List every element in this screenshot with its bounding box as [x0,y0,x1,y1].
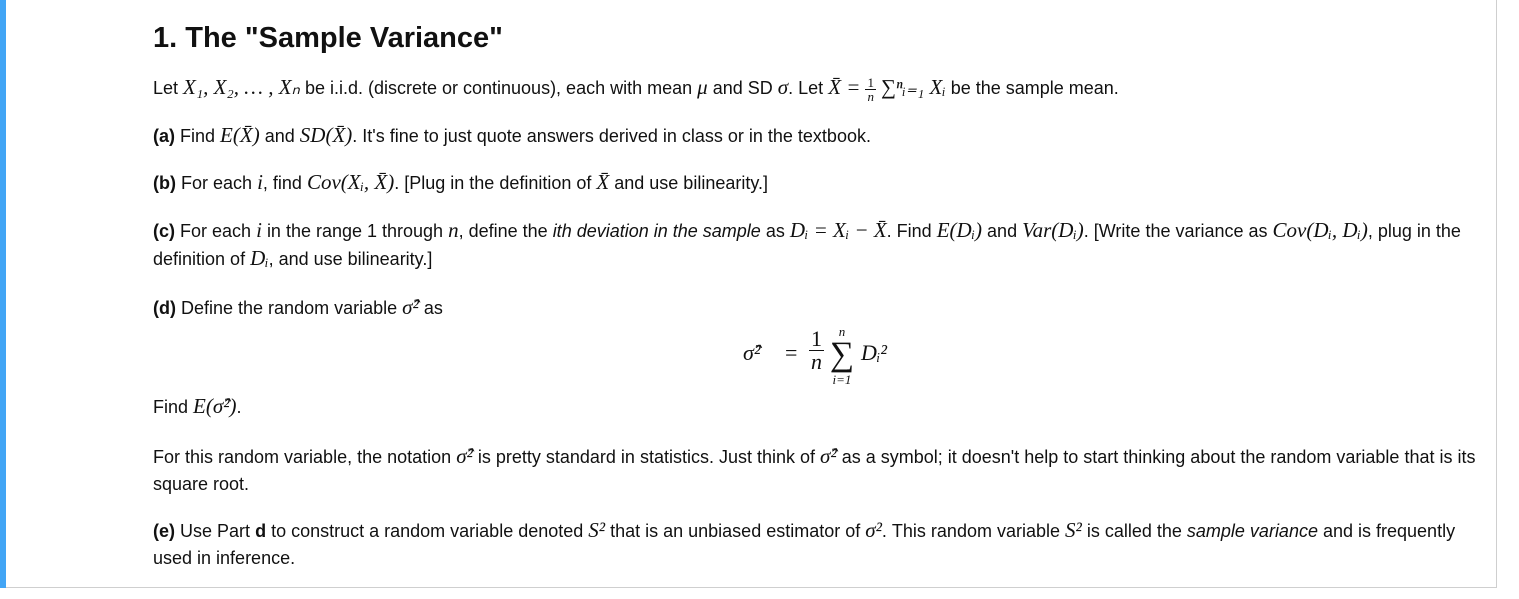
text: , and use bilinearity.] [268,249,433,269]
text: to construct a random variable denoted [271,521,584,541]
intro-paragraph [153,74,1119,103]
text: and [264,126,295,146]
text: be i.i.d. (discrete or continuous), each with mean [304,78,693,98]
text: For each [180,221,252,241]
text: . [Write the variance as [1083,221,1268,241]
note-paragraph [153,443,1478,498]
text: Use Part [180,521,251,541]
text: . This random variable [881,521,1060,541]
part-label: (e) [153,521,175,541]
math-s-squared: S² [1065,518,1082,542]
emphasis: sample variance [1186,521,1318,541]
math-expectation: E(X̄) [220,123,260,147]
math-sigma-hat-sq: σ̂² [402,295,419,319]
text: , plug in the definition of [153,221,1461,269]
math-d-i: Dᵢ [250,246,269,270]
part-c [153,217,1478,273]
text: , define the [458,221,548,241]
math-cov: Cov(Dᵢ, Dᵢ) [1272,218,1368,242]
math-i: i [257,170,263,194]
part-label: (c) [153,221,175,241]
text: and is frequently used in inference. [153,521,1456,568]
math-fraction: $\frac{1}{n}$ [811,326,822,374]
math-expectation: E(Dᵢ) [936,218,983,242]
math-xbar-def: X̄ = [828,75,861,99]
equals-sign: = [785,340,798,365]
math-s-squared: S² [588,518,606,542]
math-sigma-squared: σ² [865,518,882,542]
emphasis: ith deviation in the sample [552,221,761,241]
math-sigma: σ [777,75,789,99]
math-d-squared: Dᵢ² [861,340,887,365]
text: and SD [712,78,773,98]
section-heading: 1. The "Sample Variance" [153,22,503,54]
text: as [423,298,443,318]
text: . Let [788,78,824,98]
text: is called the [1086,521,1182,541]
math-sum: ∑ⁿᵢ₌₁ Xᵢ [880,75,946,99]
text: as a symbol; it doesn't help to start thinking about the random variable that is its square root. [153,447,1476,494]
text: as [765,221,785,241]
display-equation [743,324,943,396]
part-label: (b) [153,173,176,193]
math-cov: Cov(Xᵢ, X̄) [306,170,395,194]
cell-selection-bar [0,0,6,588]
math-sigma-hat-sq: σ̂² [456,444,473,468]
text: For this random variable, the notation [153,447,452,467]
math-sd: SD(X̄) [299,123,353,147]
math-variables: X₁, X₂, … , Xₙ [183,75,300,99]
text: in the range 1 through [266,221,444,241]
part-d [153,294,443,322]
math-fraction: $\frac{1}{n}$ [867,74,874,104]
math-xbar: X̄ [596,170,610,194]
part-e [153,517,1478,572]
part-label: (a) [153,126,175,146]
find-d [153,393,242,421]
text: Find [180,126,216,146]
text: and [987,221,1018,241]
summation: n ∑ i=1 [829,324,855,387]
text: Let [153,78,179,98]
part-a [153,122,871,150]
math-deviation-def: Dᵢ = Xᵢ − X̄ [789,218,887,242]
text: is pretty standard in statistics. Just think of [477,447,815,467]
text: , find [262,173,302,193]
math-sigma-hat-sq: σ̂² [743,340,761,365]
text: . [236,397,242,417]
part-b [153,169,768,197]
part-label: (d) [153,298,176,318]
text: be the sample mean. [950,78,1119,98]
math-expectation: E(σ̂²) [193,394,237,418]
math-variance: Var(Dᵢ) [1022,218,1084,242]
bold-text: d [255,521,267,541]
text: For each [181,173,253,193]
text: . [Plug in the definition of [394,173,592,193]
text: . It's fine to just quote answers derived in class or in the textbook. [352,126,871,146]
math-i: i [256,218,262,242]
text: that is an unbiased estimator of [610,521,861,541]
text: and use bilinearity.] [614,173,769,193]
text: Find [153,397,189,417]
text: . Find [886,221,932,241]
math-sigma-hat-sq: σ̂² [820,444,837,468]
math-mu: μ [697,75,708,99]
text: Define the random variable [181,298,398,318]
math-n: n [448,218,459,242]
